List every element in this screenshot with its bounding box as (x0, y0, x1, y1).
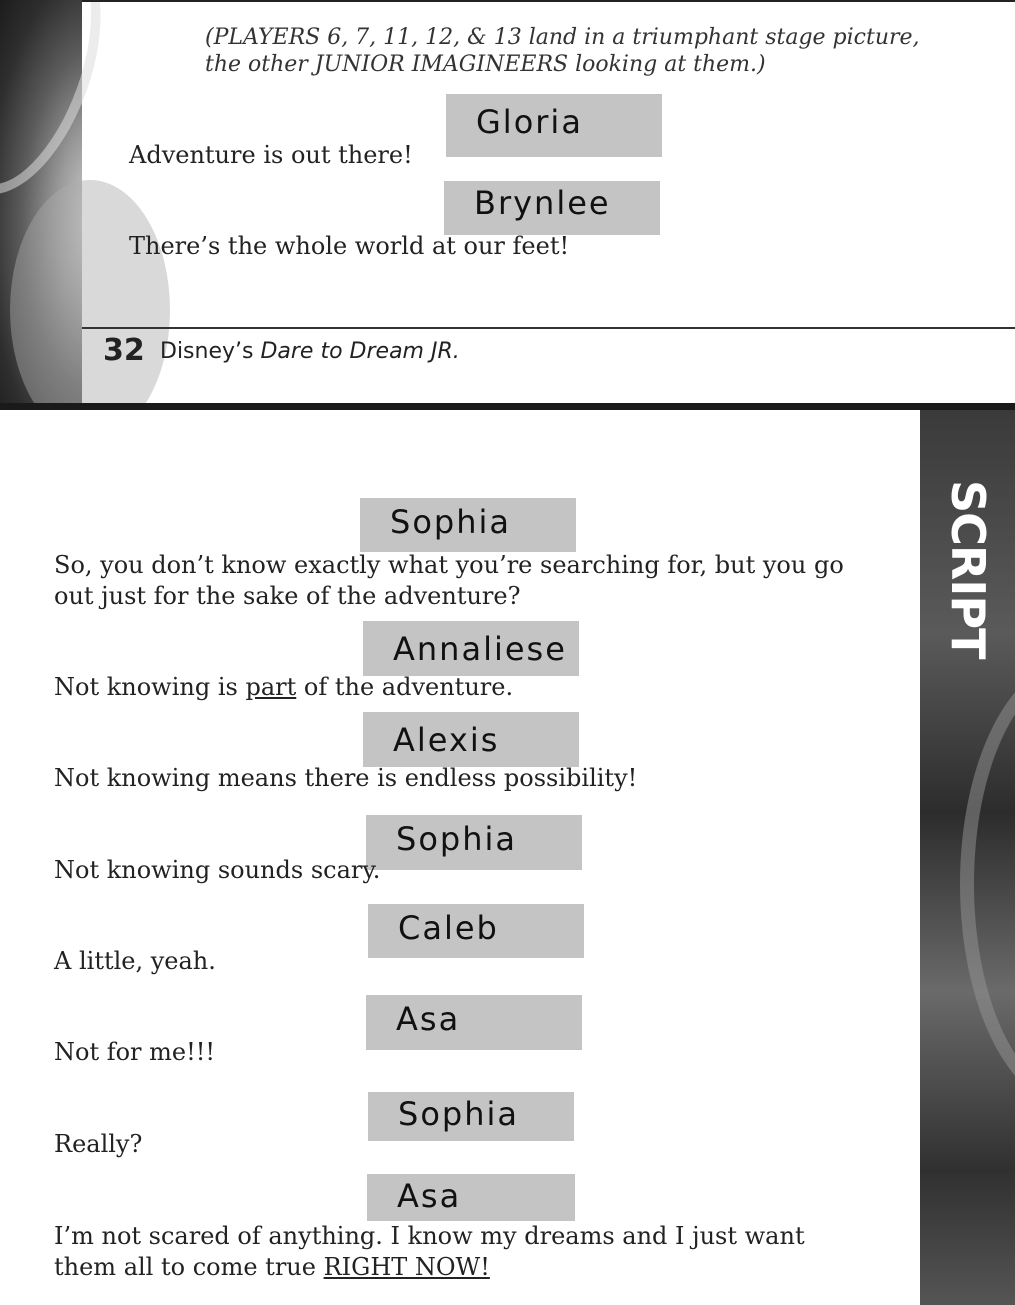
line-really: Really? (54, 1130, 143, 1158)
page-divider (0, 403, 1015, 410)
speaker-label-caleb: Caleb (368, 904, 584, 958)
top-rule (82, 0, 1015, 2)
line-searching: So, you don’t know exactly what you’re searching for, but you go out just for the sake of the adventure? (54, 551, 844, 610)
decorative-side-image (0, 0, 82, 404)
line-text: I’m not scared of anything. I know my dreams and I just want them all to come true (54, 1222, 805, 1281)
section-tab-label: SCRIPT (941, 480, 995, 659)
speaker-label-brynlee: Brynlee (444, 181, 660, 235)
footer-title-italic: Dare to Dream JR. (260, 339, 460, 364)
footer-rule (82, 327, 1015, 329)
line-not-scared (54, 1221, 874, 1283)
line-a-little: A little, yeah. (54, 947, 216, 975)
speaker-label-asa: Asa (367, 1174, 575, 1221)
bottom-page (0, 410, 1015, 1305)
underlined-phrase: RIGHT NOW! (323, 1253, 490, 1281)
speaker-label-annaliese: Annaliese (363, 621, 579, 676)
speaker-label-sophia: Sophia (360, 498, 576, 552)
line-not-for-me: Not for me!!! (54, 1038, 216, 1066)
speaker-label-asa: Asa (366, 995, 582, 1050)
page-number: 32 (103, 333, 145, 368)
underlined-word: part (245, 673, 297, 701)
line-sounds-scary: Not knowing sounds scary. (54, 856, 381, 884)
line-whole-world: There’s the whole world at our feet! (129, 232, 570, 260)
footer-title (160, 339, 460, 364)
top-page (0, 0, 1015, 404)
speaker-label-gloria: Gloria (446, 94, 662, 157)
line-adventure: Adventure is out there! (129, 141, 413, 169)
footer-title-prefix: Disney’s (160, 339, 261, 364)
line-text: Not knowing is (54, 673, 246, 701)
line-text: of the adventure. (296, 673, 514, 701)
speaker-label-sophia: Sophia (368, 1092, 574, 1141)
line-part-of-adventure (54, 673, 513, 701)
speaker-label-sophia: Sophia (366, 815, 582, 870)
stage-direction: (PLAYERS 6, 7, 11, 12, & 13 land in a triumphant stage picture, the other JUNIOR IMAGINEERS looking at them.) (205, 25, 920, 77)
line-endless-possibility: Not knowing means there is endless possibility! (54, 764, 638, 792)
speaker-label-alexis: Alexis (363, 712, 579, 767)
